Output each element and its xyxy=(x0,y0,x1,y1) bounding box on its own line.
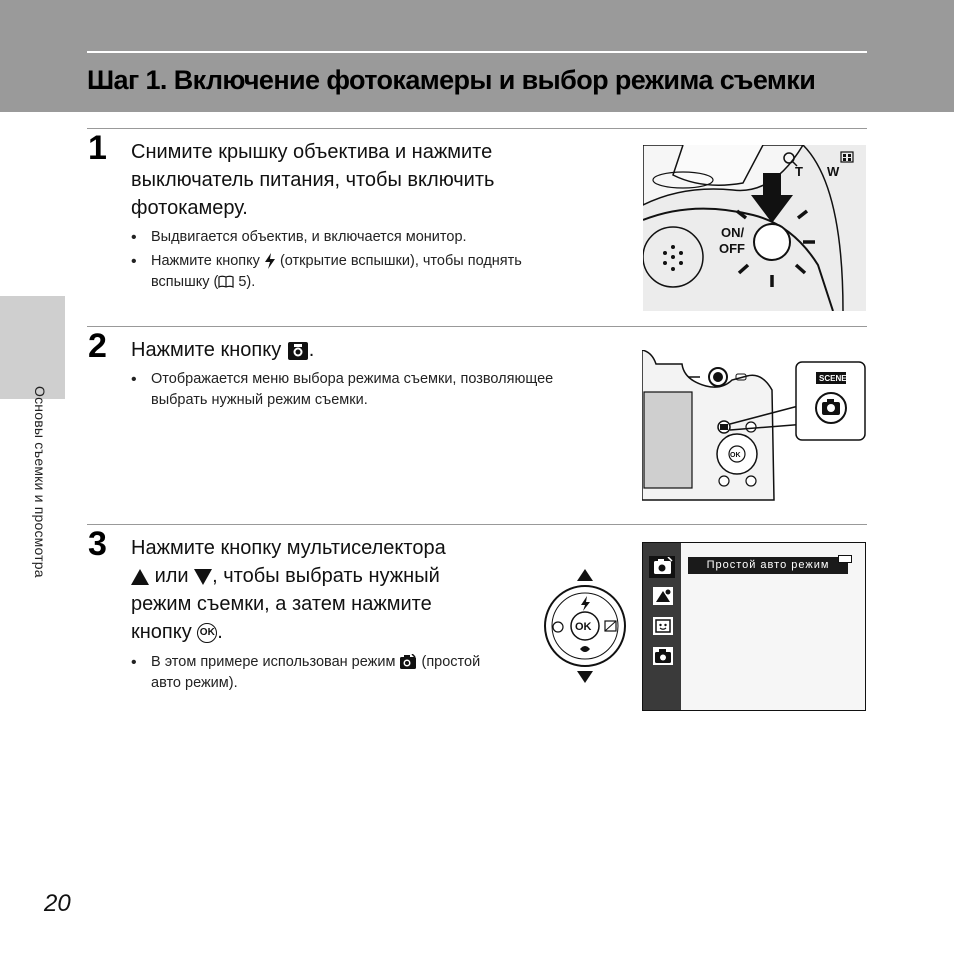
zoom-w-label: W xyxy=(827,164,840,179)
power-switch-illustration xyxy=(643,145,866,311)
power-off-label: OFF xyxy=(719,241,745,256)
triangle-up-icon xyxy=(131,569,149,585)
page-number: 20 xyxy=(44,890,71,917)
camera-back-illustration xyxy=(642,350,867,505)
page-title: Шаг 1. Включение фотокамеры и выбор режима съемки xyxy=(87,65,816,95)
step-3-bullets xyxy=(131,652,531,697)
step-1-rule xyxy=(87,128,867,129)
svg-text:OK: OK xyxy=(575,621,592,633)
bullet-item: • Отображается меню выбора режима съемки, позволяющее выбрать нужный режим съемки. xyxy=(131,369,611,411)
ok-button-icon: OK xyxy=(197,623,217,643)
scene-mode-icon xyxy=(653,587,673,605)
step-2-bullets xyxy=(131,369,611,414)
bullet-item: • Выдвигается объектив, и включается монитор. xyxy=(131,227,591,248)
book-reference-icon xyxy=(218,275,234,289)
header-divider xyxy=(87,51,867,53)
ok-button-label: OK xyxy=(730,452,741,459)
selector-up-arrow-icon xyxy=(577,569,593,581)
step-2-instruction: Нажмите кнопку . xyxy=(131,339,315,361)
camera-back-figure xyxy=(642,350,867,505)
scene-label: SCENE xyxy=(819,374,847,383)
easy-auto-mode-icon xyxy=(399,654,417,670)
step-1-number: 1 xyxy=(88,129,107,167)
step-1-bullets xyxy=(131,227,591,296)
chapter-tab xyxy=(0,296,65,399)
multi-selector-illustration xyxy=(543,569,629,685)
zoom-t-label: T xyxy=(795,164,803,179)
step-1-line-2: выключатель питания, чтобы включить xyxy=(131,169,495,191)
selected-mode-label: Простой авто режим xyxy=(688,557,848,574)
step-3-instruction xyxy=(131,534,531,646)
auto-mode-icon xyxy=(653,647,673,665)
chapter-label: Основы съемки и просмотра xyxy=(32,386,48,578)
camera-mode-icon xyxy=(287,341,309,361)
step-1-line-1: Снимите крышку объектива и нажмите xyxy=(131,141,493,163)
step-3-line-1: Нажмите кнопку мультиселектора xyxy=(131,537,446,559)
flash-icon xyxy=(264,253,276,269)
easy-auto-mode-icon xyxy=(653,557,673,575)
multi-selector-figure xyxy=(543,569,629,685)
step-3-rule xyxy=(87,524,867,525)
bullet-item: • В этом примере использован режим (простой авто режим). xyxy=(131,652,531,694)
smart-portrait-icon xyxy=(653,617,673,635)
step-1-line-3: фотокамеру. xyxy=(131,197,248,219)
step-1-instruction xyxy=(131,138,494,222)
step-3-number: 3 xyxy=(88,525,107,563)
power-switch-figure xyxy=(643,145,866,311)
step-3-line-3: режим съемки, а затем нажмите xyxy=(131,593,432,615)
step-2-rule xyxy=(87,326,867,327)
triangle-down-icon xyxy=(194,569,212,585)
step-2-number: 2 xyxy=(88,327,107,365)
battery-icon xyxy=(838,555,852,563)
selector-down-arrow-icon xyxy=(577,671,593,683)
bullet-item: • Нажмите кнопку (открытие вспышки), чтобы поднять вспышку ( 5). xyxy=(131,251,591,293)
power-on-label: ON/ xyxy=(721,225,745,240)
step-3-line-4: кнопку OK . xyxy=(131,621,223,643)
page-header xyxy=(0,0,954,112)
step-3-line-2: или , чтобы выбрать нужный xyxy=(131,562,531,590)
